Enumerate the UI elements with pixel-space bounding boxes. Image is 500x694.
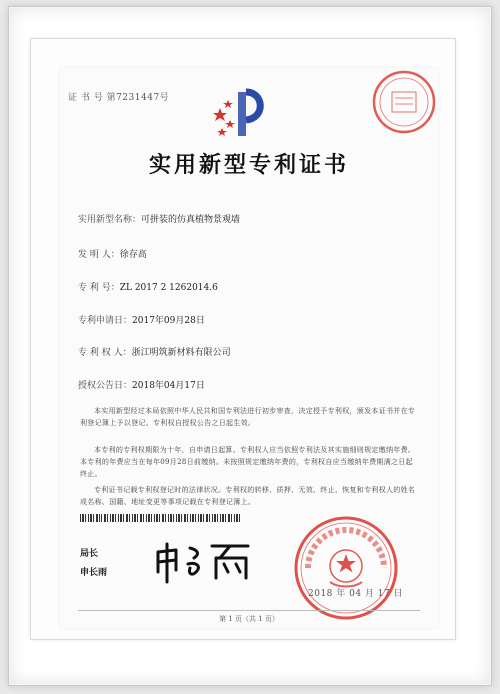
handwritten-signature-icon: [150, 538, 260, 586]
field-value: 2018年04月17日: [132, 381, 205, 391]
certificate-paragraph: 本专利的专利权期限为十年，自申请日起算。专利权人应当依照专利法及其实施细则规定缴纳年费。本专利的年费应当在每年09月28日前缴纳。未按照规定缴纳年费的，专利权自应当缴纳年费期满之日起终止。: [80, 446, 416, 478]
patent-office-emblem-icon: [212, 86, 270, 144]
field-label: 发 明 人：: [78, 250, 120, 260]
certificate-number: 证 书 号 第7231447号: [68, 93, 170, 103]
field-label: 实用新型名称：: [78, 215, 142, 225]
field-value: ZL 2017 2 1262014.6: [119, 283, 218, 293]
field-utility-model-name: [78, 212, 240, 225]
field-grant-date: [78, 378, 205, 391]
field-label: 专 利 权 人：: [78, 348, 132, 358]
state-ip-office-seal-icon: [292, 514, 400, 622]
seal-date: 2018 年 04 月 17 日: [308, 589, 404, 599]
barcode-icon: [80, 514, 240, 522]
signature-name: 申长雨: [80, 568, 108, 578]
field-value: 徐存高: [119, 250, 147, 260]
signature-block: [80, 546, 107, 584]
certificate-title: 实用新型专利证书: [148, 152, 349, 178]
field-inventor: [78, 247, 147, 260]
field-value: 2017年09月28日: [132, 316, 205, 326]
signature-title: 局长: [80, 549, 99, 559]
field-value: 浙江明筑新材料有限公司: [131, 348, 231, 358]
certificate-paragraph: 专利证书记载专利权登记时的法律状况。专利权的转移、质押、无效、终止、恢复和专利权人的姓名或名称、国籍、地址变更等事项记载在专利登记簿上。: [80, 486, 416, 506]
page-footer: 第 1 页（共 1 页）: [219, 615, 279, 623]
field-label: 专 利 号：: [78, 283, 120, 293]
field-application-date: [78, 313, 205, 326]
field-patent-number: [78, 280, 218, 293]
top-corner-seal-icon: [370, 68, 438, 136]
field-label: 专利申请日：: [78, 316, 133, 326]
field-label: 授权公告日：: [78, 381, 133, 391]
footer-divider: [78, 610, 420, 611]
field-value: 可拼装的仿真植物景观墙: [141, 215, 241, 225]
certificate-paragraph: 本实用新型经过本局依照中华人民共和国专利法进行初步审查，决定授予专利权，颁发本证书并在专利登记簿上予以登记。专利权自授权公告之日起生效。: [80, 407, 416, 427]
field-patentee: [78, 345, 231, 358]
